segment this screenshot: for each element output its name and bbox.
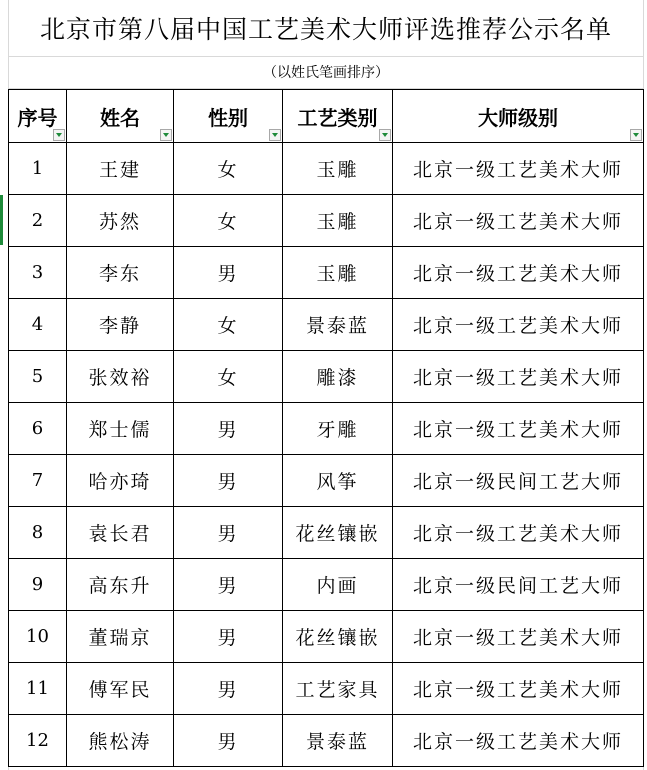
- cell-name[interactable]: 高东升: [67, 559, 174, 611]
- cell-name[interactable]: 熊松涛: [67, 715, 174, 767]
- cell-name[interactable]: 李静: [67, 299, 174, 351]
- cell-no[interactable]: 2: [9, 195, 67, 247]
- cell-level[interactable]: 北京一级工艺美术大师: [393, 299, 644, 351]
- cell-level[interactable]: 北京一级工艺美术大师: [393, 507, 644, 559]
- cell-no[interactable]: 6: [9, 403, 67, 455]
- cell-gender[interactable]: 男: [174, 715, 283, 767]
- cell-gender[interactable]: 女: [174, 351, 283, 403]
- cell-gender[interactable]: 男: [174, 663, 283, 715]
- row-selection-marker: [0, 195, 3, 245]
- cell-level[interactable]: 北京一级工艺美术大师: [393, 195, 644, 247]
- table-row: [9, 403, 644, 455]
- cell-gender[interactable]: 男: [174, 559, 283, 611]
- cell-no[interactable]: 1: [9, 143, 67, 195]
- filter-dropdown-icon[interactable]: [379, 129, 391, 141]
- cell-no[interactable]: 7: [9, 455, 67, 507]
- cell-gender[interactable]: 女: [174, 143, 283, 195]
- cell-craft[interactable]: 雕漆: [283, 351, 393, 403]
- cell-no[interactable]: 9: [9, 559, 67, 611]
- table-row: [9, 247, 644, 299]
- filter-dropdown-icon[interactable]: [160, 129, 172, 141]
- cell-gender[interactable]: 男: [174, 455, 283, 507]
- table-row: [9, 143, 644, 195]
- cell-level[interactable]: 北京一级工艺美术大师: [393, 611, 644, 663]
- cell-name[interactable]: 董瑞京: [67, 611, 174, 663]
- cell-gender[interactable]: 男: [174, 247, 283, 299]
- cell-level[interactable]: 北京一级工艺美术大师: [393, 663, 644, 715]
- cell-craft[interactable]: 牙雕: [283, 403, 393, 455]
- cell-name[interactable]: 王建: [67, 143, 174, 195]
- header-label-level: 大师级别: [478, 105, 558, 130]
- header-cell-name[interactable]: [67, 90, 174, 143]
- header-cell-gender[interactable]: [174, 90, 283, 143]
- filter-dropdown-icon[interactable]: [53, 129, 65, 141]
- cell-level[interactable]: 北京一级工艺美术大师: [393, 143, 644, 195]
- cell-no[interactable]: 11: [9, 663, 67, 715]
- cell-name[interactable]: 袁长君: [67, 507, 174, 559]
- cell-gender[interactable]: 男: [174, 611, 283, 663]
- cell-craft[interactable]: 玉雕: [283, 195, 393, 247]
- header-label-craft: 工艺类别: [297, 105, 378, 130]
- table-row: [9, 507, 644, 559]
- cell-craft[interactable]: 景泰蓝: [283, 299, 393, 351]
- sheet-title[interactable]: 北京市第八届中国工艺美术大师评选推荐公示名单: [8, 0, 644, 57]
- cell-no[interactable]: 12: [9, 715, 67, 767]
- cell-gender[interactable]: 男: [174, 403, 283, 455]
- table-row: [9, 715, 644, 767]
- filter-dropdown-icon[interactable]: [630, 129, 642, 141]
- sheet-subtitle[interactable]: （以姓氏笔画排序）: [8, 56, 644, 89]
- cell-craft[interactable]: 景泰蓝: [283, 715, 393, 767]
- table-row: [9, 195, 644, 247]
- cell-gender[interactable]: 女: [174, 195, 283, 247]
- filter-dropdown-icon[interactable]: [269, 129, 281, 141]
- cell-craft[interactable]: 花丝镶嵌: [283, 507, 393, 559]
- cell-craft[interactable]: 玉雕: [283, 247, 393, 299]
- cell-name[interactable]: 哈亦琦: [67, 455, 174, 507]
- header-cell-level[interactable]: [393, 90, 644, 143]
- table-row: [9, 299, 644, 351]
- cell-level[interactable]: 北京一级工艺美术大师: [393, 403, 644, 455]
- cell-craft[interactable]: 风筝: [283, 455, 393, 507]
- cell-gender[interactable]: 男: [174, 507, 283, 559]
- cell-craft[interactable]: 玉雕: [283, 143, 393, 195]
- header-label-name: 姓名: [100, 105, 140, 130]
- header-label-gender: 性别: [208, 105, 248, 130]
- cell-level[interactable]: 北京一级民间工艺大师: [393, 559, 644, 611]
- cell-no[interactable]: 10: [9, 611, 67, 663]
- cell-name[interactable]: 苏然: [67, 195, 174, 247]
- table-row: [9, 559, 644, 611]
- cell-craft[interactable]: 花丝镶嵌: [283, 611, 393, 663]
- cell-no[interactable]: 5: [9, 351, 67, 403]
- cell-gender[interactable]: 女: [174, 299, 283, 351]
- cell-level[interactable]: 北京一级工艺美术大师: [393, 715, 644, 767]
- table-row: [9, 611, 644, 663]
- cell-level[interactable]: 北京一级工艺美术大师: [393, 247, 644, 299]
- cell-no[interactable]: 3: [9, 247, 67, 299]
- cell-name[interactable]: 李东: [67, 247, 174, 299]
- cell-name[interactable]: 郑士儒: [67, 403, 174, 455]
- cell-name[interactable]: 张效裕: [67, 351, 174, 403]
- header-label-no: 序号: [17, 105, 58, 130]
- header-row: [9, 90, 644, 143]
- header-cell-craft[interactable]: [283, 90, 393, 143]
- table-row: [9, 455, 644, 507]
- cell-name[interactable]: 傅军民: [67, 663, 174, 715]
- masters-table: [8, 89, 644, 767]
- cell-no[interactable]: 8: [9, 507, 67, 559]
- table-row: [9, 351, 644, 403]
- cell-craft[interactable]: 工艺家具: [283, 663, 393, 715]
- header-cell-no[interactable]: [9, 90, 67, 143]
- table-row: [9, 663, 644, 715]
- cell-craft[interactable]: 内画: [283, 559, 393, 611]
- cell-level[interactable]: 北京一级民间工艺大师: [393, 455, 644, 507]
- cell-no[interactable]: 4: [9, 299, 67, 351]
- cell-level[interactable]: 北京一级工艺美术大师: [393, 351, 644, 403]
